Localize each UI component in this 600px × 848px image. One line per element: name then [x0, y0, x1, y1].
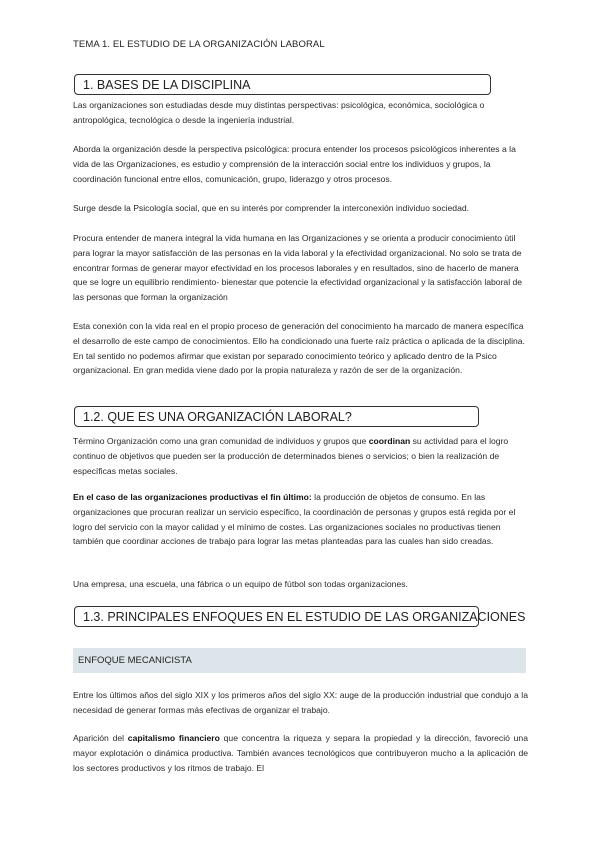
- page-title: TEMA 1. EL ESTUDIO DE LA ORGANIZACIÓN LABORAL: [73, 39, 325, 50]
- paragraph-vida-humana: Procura entender de manera integral la vida humana en las Organizaciones y se orienta a producir conocimiento útil para lograr la mayor satisfacción de las personas en la vida laboral y la efectividad organizacional. No solo se trata de encontrar formas de generar mayor efectividad en los procesos laborales y en resultados, sino de hacerlo de manera que se logre un equilibrio rendimiento- bienestar que potencie la efectividad organizacional y la satisfacción laboral de las personas que forman la organización: [73, 233, 523, 303]
- paragraph-termino-organizacion: [73, 434, 528, 478]
- paragraph-conexion-vida-real: Esta conexión con la vida real en el propio proceso de generación del conocimiento ha marcado de manera específica el desarrollo de este campo de conocimientos. Ello ha condicionado una fuerte raíz práctica o aplicada de la disciplina. En tal sentido no podemos afirmar que existan por separado conocimiento teórico y aplicado dentro de la Psico organizacional. En gran medida viene dado por la propia naturaleza y razón de ser de la organización.: [73, 321, 525, 376]
- bold-term-coordinan: coordinan: [368, 436, 411, 446]
- text-fragment: su actividad para el logro continuo de objetivos que pueden ser la producción de determinados bienes o servicios; o bien la realización de específicas metas sociales.: [73, 436, 509, 476]
- text-fragment: Término Organización como una gran comunidad de individuos y grupos que: [73, 436, 369, 446]
- paragraph-capitalismo-financiero: [73, 731, 528, 775]
- subsection-enfoque-mecanicista: ENFOQUE MECANICISTA: [73, 648, 526, 673]
- text-fragment: Aparición del: [73, 733, 128, 743]
- paragraph-siglo-xix: Entre los últimos años del siglo XIX y los primeros años del siglo XX: auge de la producción industrial que condujo a la necesidad de generar formas más efectivas de organizar el trabajo.: [73, 690, 528, 715]
- paragraph-psicologia-social: Surge desde la Psicología social, que en su interés por comprender la interconexión individuo sociedad.: [73, 203, 470, 213]
- text-fragment: que concentra la riqueza y separa la propiedad y la dirección, favoreció una mayor explotación o dinámica productiva. También avances tecnológicos que contribuyeron mucho a la aplicación de los sectores productivos y los ritmos de trabajo. El: [73, 733, 528, 773]
- section-heading-principales-enfoques: 1.3. PRINCIPALES ENFOQUES EN EL ESTUDIO DE LAS ORGANIZACIONES: [74, 606, 479, 627]
- paragraph-perspectiva-psicologica: Aborda la organización desde la perspectiva psicológica: procura entender los procesos psicológicos inherentes a la vida de las Organizaciones, es estudio y comprensión de la interacción social entre los individuos y grupos, la coordinación funcional entre ellos, comunicación, grupo, liderazgo y otros procesos.: [73, 144, 516, 184]
- paragraph-ejemplos-organizaciones: Una empresa, una escuela, una fábrica o un equipo de fútbol son todas organizaciones.: [73, 579, 408, 589]
- paragraph-perspectivas: Las organizaciones son estudiadas desde muy distintas perspectivas: psicológica, económica, sociológica o antropológica, tecnológica o desde la ingeniería industrial.: [73, 100, 485, 125]
- section-heading-bases: 1. BASES DE LA DISCIPLINA: [74, 74, 491, 95]
- bold-lead-fin-ultimo: En el caso de las organizaciones productivas el fin último:: [73, 492, 312, 502]
- paragraph-organizaciones-productivas: [73, 490, 528, 549]
- bold-term-capitalismo: capitalismo financiero: [127, 733, 220, 743]
- text-fragment: la producción de objetos de consumo. En las organizaciones que procuran realizar un servicio específico, la coordinación de personas y grupos está regida por el logro del servicio con la mayor calidad y el mínimo de costes. Las organizaciones sociales no productivas tienen también que coordinar acciones de trabajo para lograr las metas planteadas para las cuales han sido creadas.: [73, 492, 516, 547]
- section-heading-organizacion-laboral: 1.2. QUE ES UNA ORGANIZACIÓN LABORAL?: [74, 406, 479, 427]
